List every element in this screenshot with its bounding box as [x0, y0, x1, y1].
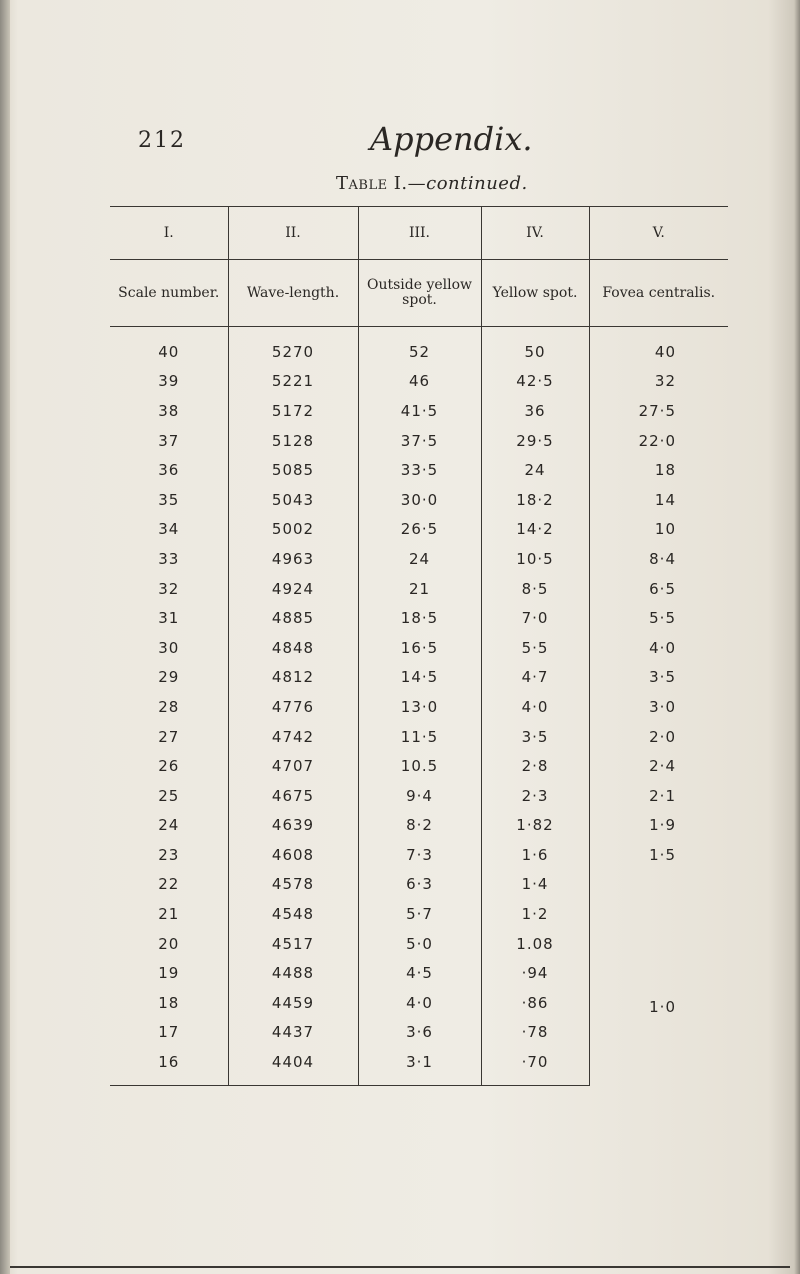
table-row	[110, 692, 728, 722]
table-cell: 18	[589, 455, 728, 485]
table-cell: 7·3	[358, 840, 481, 870]
table-row	[110, 515, 728, 545]
table-cell: 16·5	[358, 633, 481, 663]
table-cell: 5·5	[589, 603, 728, 633]
column-header-wave-length: Wave-length.	[228, 260, 358, 327]
table-cell: 22	[158, 875, 180, 894]
table-row	[110, 781, 728, 811]
table-cell: 27·5	[589, 396, 728, 426]
page-bottom-rule	[10, 1266, 790, 1268]
table-cell: 5·7	[358, 899, 481, 929]
table-cell: 4437	[228, 1018, 358, 1048]
table-cell: 4404	[228, 1047, 358, 1085]
table-cell: 3·6	[358, 1018, 481, 1048]
table-cell: 2·0	[589, 722, 728, 752]
table-cell: 18	[158, 993, 180, 1012]
page-right-edge	[794, 0, 800, 1274]
table-cell: 40	[158, 342, 180, 361]
table-cell: 37	[158, 431, 180, 450]
column-header-row	[110, 260, 728, 327]
table-cell: 4·0	[589, 633, 728, 663]
table-cell: 4742	[228, 722, 358, 752]
table-cell: 1·4	[481, 870, 589, 900]
table-cell: 5172	[228, 396, 358, 426]
caption-suffix: —continued.	[407, 173, 528, 194]
table-cell: 30	[158, 638, 180, 657]
table-cell: 33·5	[358, 455, 481, 485]
column-header-fovea-centralis: Fovea centralis.	[589, 260, 728, 327]
table-cell: 10	[589, 515, 728, 545]
table-cell: 8·4	[589, 544, 728, 574]
table-row	[110, 722, 728, 752]
table-cell: 2·4	[589, 751, 728, 781]
table-cell: 18·5	[358, 603, 481, 633]
table-cell: 2·1	[589, 781, 728, 811]
caption-label: Table I.	[336, 173, 408, 194]
table-cell: 4·0	[358, 988, 481, 1018]
table-cell: 3·1	[358, 1047, 481, 1085]
table-cell: 3·5	[589, 663, 728, 693]
page-number: 212	[138, 128, 186, 153]
table-cell: 3·5	[481, 722, 589, 752]
table-cell: 4776	[228, 692, 358, 722]
table-row	[110, 544, 728, 574]
table-row	[110, 327, 728, 367]
data-table	[110, 206, 728, 1086]
table-cell: 33	[158, 549, 180, 568]
table-cell: ·86	[481, 988, 589, 1018]
table-cell: 42·5	[481, 367, 589, 397]
table-cell	[589, 870, 728, 929]
table-cell: 29·5	[481, 426, 589, 456]
table-cell: 5002	[228, 515, 358, 545]
table-cell: 25	[158, 786, 180, 805]
table-cell: 38	[158, 401, 180, 420]
roman-header-row	[110, 207, 728, 260]
table-row	[110, 574, 728, 604]
table-row	[110, 426, 728, 456]
table-cell: 5043	[228, 485, 358, 515]
table-cell: 8·5	[481, 574, 589, 604]
table-cell: 5085	[228, 455, 358, 485]
table-cell: 18·2	[481, 485, 589, 515]
column-header-yellow-spot: Yellow spot.	[481, 260, 589, 327]
roman-header: II.	[228, 207, 358, 260]
table-cell: 24	[358, 544, 481, 574]
table-cell: ·94	[481, 958, 589, 988]
table-cell: 5·5	[481, 633, 589, 663]
table-cell: 46	[358, 367, 481, 397]
table-cell: 4·5	[358, 958, 481, 988]
table-cell: 3·0	[589, 692, 728, 722]
table-cell: 14·5	[358, 663, 481, 693]
roman-header: IV.	[481, 207, 589, 260]
table-cell: 4488	[228, 958, 358, 988]
table-cell: 13·0	[358, 692, 481, 722]
table-row	[110, 811, 728, 841]
table-cell: 5270	[228, 327, 358, 367]
table-cell: 5·0	[358, 929, 481, 959]
column-header-outside-yellow-spot: Outside yellow spot.	[358, 260, 481, 327]
table-cell: 22·0	[589, 426, 728, 456]
table-cell: 40	[589, 327, 728, 367]
table-cell: 8·2	[358, 811, 481, 841]
table-cell: 30·0	[358, 485, 481, 515]
table-cell: 1·9	[589, 811, 728, 841]
table-cell: 7·0	[481, 603, 589, 633]
table-cell: 16	[110, 1047, 228, 1085]
table-cell: 34	[158, 520, 180, 539]
table-cell: 21	[358, 574, 481, 604]
table-cell: 4·0	[481, 692, 589, 722]
table-row	[110, 929, 728, 959]
table-cell: 4639	[228, 811, 358, 841]
table-row	[110, 633, 728, 663]
table-cell: 52	[358, 327, 481, 367]
table-cell: 4707	[228, 751, 358, 781]
table-cell: 39	[158, 372, 180, 391]
table-cell: 23	[158, 845, 180, 864]
table-cell: 32	[589, 367, 728, 397]
table-row	[110, 751, 728, 781]
table-row	[110, 870, 728, 900]
table-row	[110, 840, 728, 870]
table-row	[110, 485, 728, 515]
table-cell: 19	[158, 964, 180, 983]
table-cell: 4848	[228, 633, 358, 663]
table-cell: 2·3	[481, 781, 589, 811]
table-cell: 26·5	[358, 515, 481, 545]
table-cell: 1·82	[481, 811, 589, 841]
table-cell: 4517	[228, 929, 358, 959]
table-cell: 50	[481, 327, 589, 367]
table-cell: 36	[481, 396, 589, 426]
running-head: Appendix.	[370, 120, 533, 158]
table-cell: 41·5	[358, 396, 481, 426]
table-cell: 4885	[228, 603, 358, 633]
table-cell: 4608	[228, 840, 358, 870]
table-cell: 6·5	[589, 574, 728, 604]
table-cell: 20	[158, 934, 180, 953]
table-cell: 28	[158, 697, 180, 716]
table-cell: 5128	[228, 426, 358, 456]
table-cell: 1·5	[589, 840, 728, 870]
table-cell: 26	[158, 757, 180, 776]
table-cell: 27	[158, 727, 180, 746]
table-cell: 37·5	[358, 426, 481, 456]
table-cell: 35	[158, 490, 180, 509]
table-cell: ·70	[481, 1047, 589, 1085]
roman-header: III.	[358, 207, 481, 260]
table-cell: 9·4	[358, 781, 481, 811]
table-cell: 14·2	[481, 515, 589, 545]
table-row	[110, 396, 728, 426]
table-cell: 4459	[228, 988, 358, 1018]
table-cell: 29	[158, 668, 180, 687]
table-cell: 1·2	[481, 899, 589, 929]
table-cell: 2·8	[481, 751, 589, 781]
table-cell: 14	[589, 485, 728, 515]
table-cell: 4963	[228, 544, 358, 574]
table-cell: 4578	[228, 870, 358, 900]
table-cell: 4924	[228, 574, 358, 604]
table-cell: 24	[481, 455, 589, 485]
page-binding-edge	[0, 0, 10, 1274]
table-caption	[336, 173, 528, 194]
table-cell: 32	[158, 579, 180, 598]
table-cell: 6·3	[358, 870, 481, 900]
table-cell: 21	[158, 905, 180, 924]
table-cell: 10·5	[481, 544, 589, 574]
roman-header: V.	[589, 207, 728, 260]
table-cell: 31	[158, 609, 180, 628]
table-row	[110, 603, 728, 633]
table-cell: 11·5	[358, 722, 481, 752]
table-cell: 4·7	[481, 663, 589, 693]
table-cell: 10.5	[358, 751, 481, 781]
table-cell: 1·6	[481, 840, 589, 870]
table-cell: 24	[158, 816, 180, 835]
table-cell: 4812	[228, 663, 358, 693]
column-header-scale-number: Scale number.	[110, 260, 228, 327]
table-cell: ·78	[481, 1018, 589, 1048]
table-row	[110, 663, 728, 693]
table-cell: 36	[158, 461, 180, 480]
table-cell: 5221	[228, 367, 358, 397]
table-cell: 1.08	[481, 929, 589, 959]
table-cell: 1·0	[589, 929, 728, 1085]
table-cell: 4675	[228, 781, 358, 811]
table-row	[110, 367, 728, 397]
table-row	[110, 455, 728, 485]
table-cell: 17	[158, 1023, 180, 1042]
roman-header: I.	[110, 207, 228, 260]
table-cell: 4548	[228, 899, 358, 929]
